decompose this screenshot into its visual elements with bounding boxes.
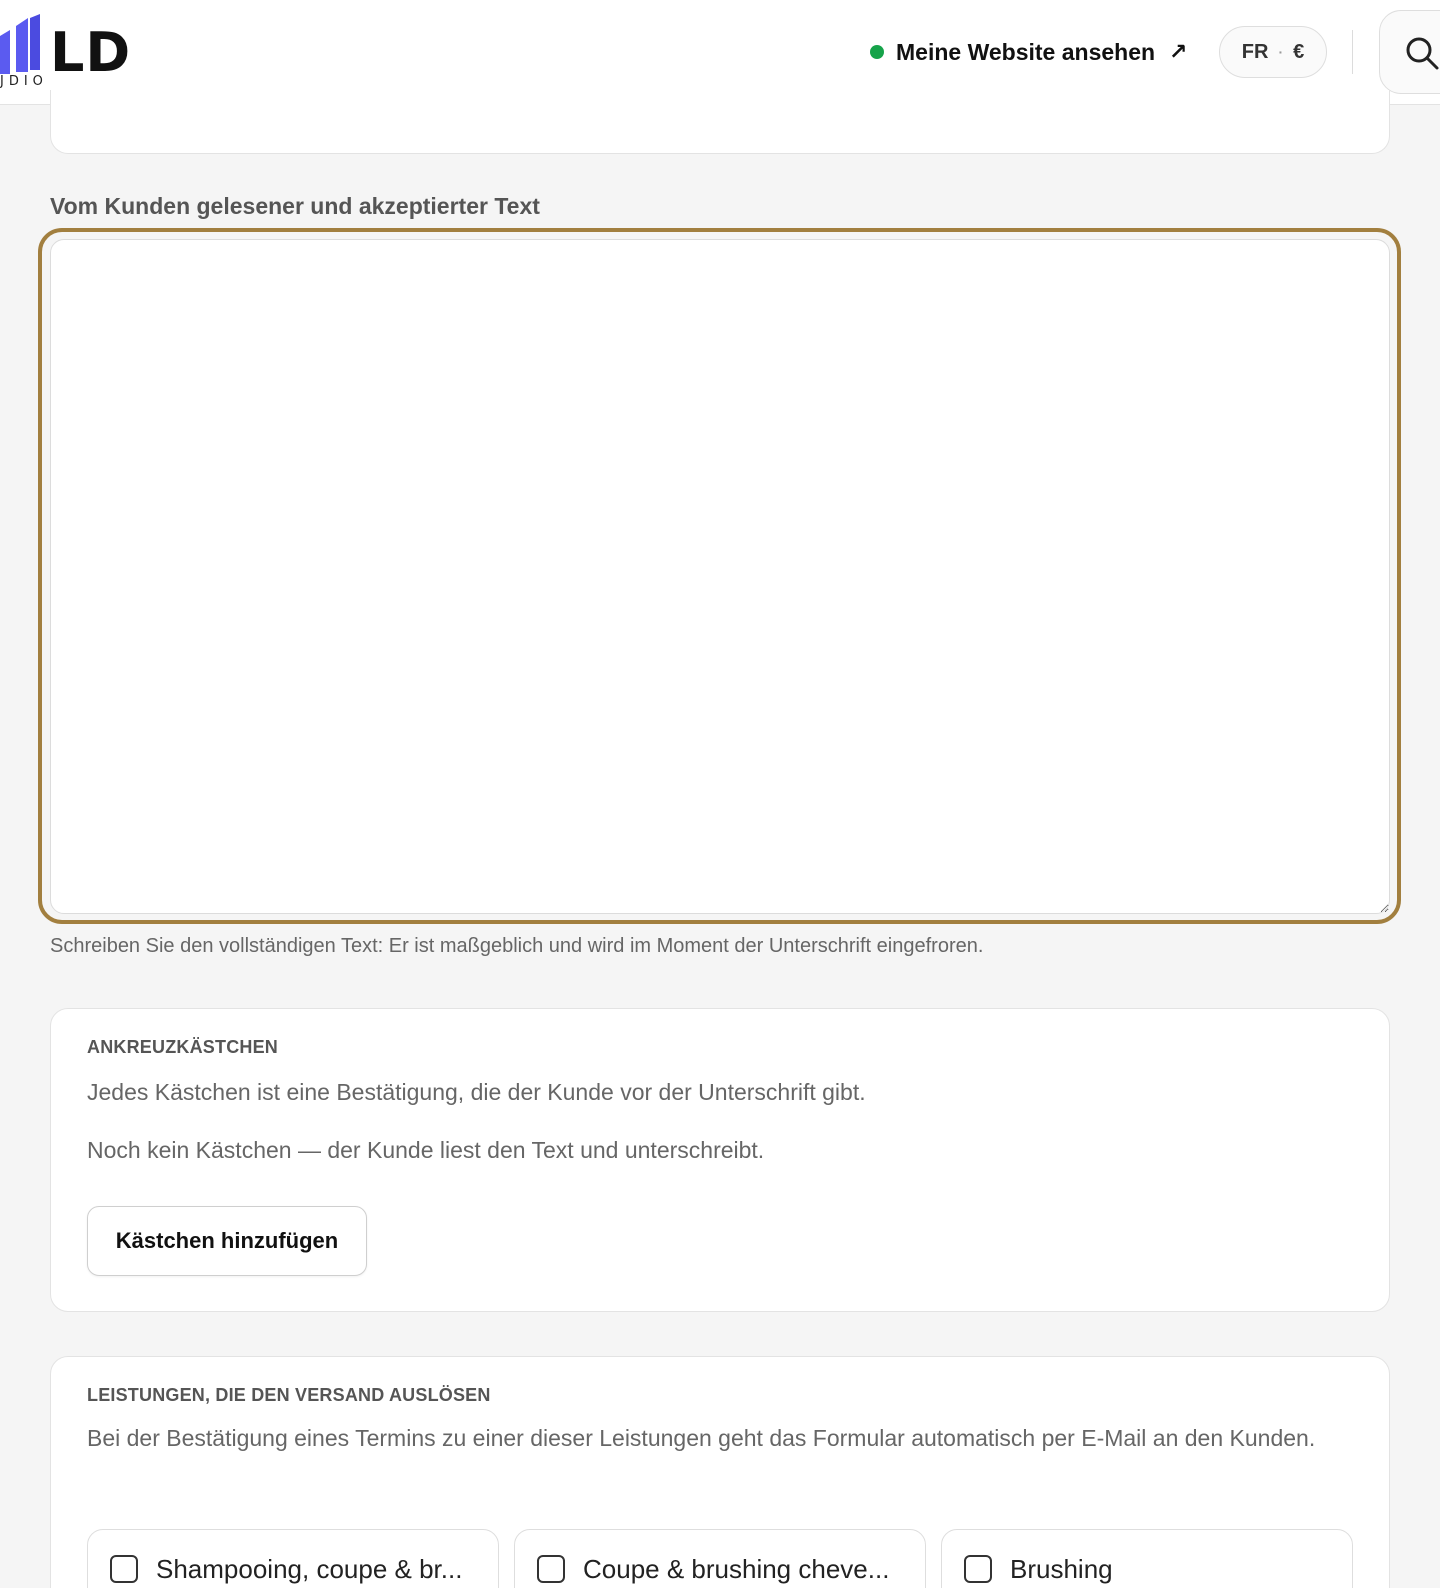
consent-text-input[interactable]	[50, 239, 1390, 914]
locale-separator: ·	[1278, 44, 1284, 60]
checkboxes-title: ANKREUZKÄSTCHEN	[87, 1037, 278, 1057]
language-code: FR	[1241, 40, 1269, 63]
search-button[interactable]	[1379, 10, 1440, 94]
online-status-icon	[870, 45, 884, 59]
add-checkbox-button[interactable]: Kästchen hinzufügen	[87, 1206, 367, 1276]
service-label: Coupe & brushing cheve...	[583, 1553, 890, 1584]
service-option[interactable]	[514, 1529, 926, 1588]
service-option[interactable]	[941, 1529, 1353, 1588]
logo[interactable]	[0, 14, 160, 94]
service-checkbox[interactable]	[964, 1555, 992, 1583]
view-website-link[interactable]	[870, 34, 1187, 70]
previous-section-card	[50, 90, 1390, 154]
service-checkbox[interactable]	[110, 1555, 138, 1583]
trigger-services-card	[50, 1356, 1390, 1588]
service-label: Shampooing, coupe & br...	[156, 1553, 463, 1584]
services-title: LEISTUNGEN, DIE DEN VERSAND AUSLÖSEN	[87, 1385, 491, 1405]
checkboxes-empty-state: Noch kein Kästchen — der Kunde liest den Text und unterschreibt.	[87, 1137, 765, 1163]
external-arrow-icon: ↗	[1169, 39, 1188, 64]
logo-subtext: JDIO	[0, 74, 48, 89]
service-checkbox[interactable]	[537, 1555, 565, 1583]
header-divider	[1352, 30, 1353, 74]
locale-currency-switcher[interactable]	[1219, 26, 1327, 78]
checkboxes-description: Jedes Kästchen ist eine Bestätigung, die der Kunde vor der Unterschrift gibt.	[87, 1079, 866, 1105]
consent-text-help: Schreiben Sie den vollständigen Text: Er ist maßgeblich und wird im Moment der Unterschrift eingefroren.	[50, 935, 984, 957]
view-website-label: Meine Website ansehen	[896, 38, 1156, 65]
checkboxes-card	[50, 1008, 1390, 1312]
service-option[interactable]	[87, 1529, 499, 1588]
consent-text-label: Vom Kunden gelesener und akzeptierter Text	[50, 193, 540, 219]
search-icon	[1404, 35, 1440, 71]
currency-symbol: €	[1293, 40, 1305, 63]
logo-text: LD	[50, 21, 132, 84]
logo-bars-icon	[0, 14, 46, 74]
service-label: Brushing	[1010, 1553, 1113, 1584]
services-description: Bei der Bestätigung eines Termins zu einer dieser Leistungen geht das Formular automatisch per E-Mail an den Kunden.	[87, 1425, 1316, 1451]
